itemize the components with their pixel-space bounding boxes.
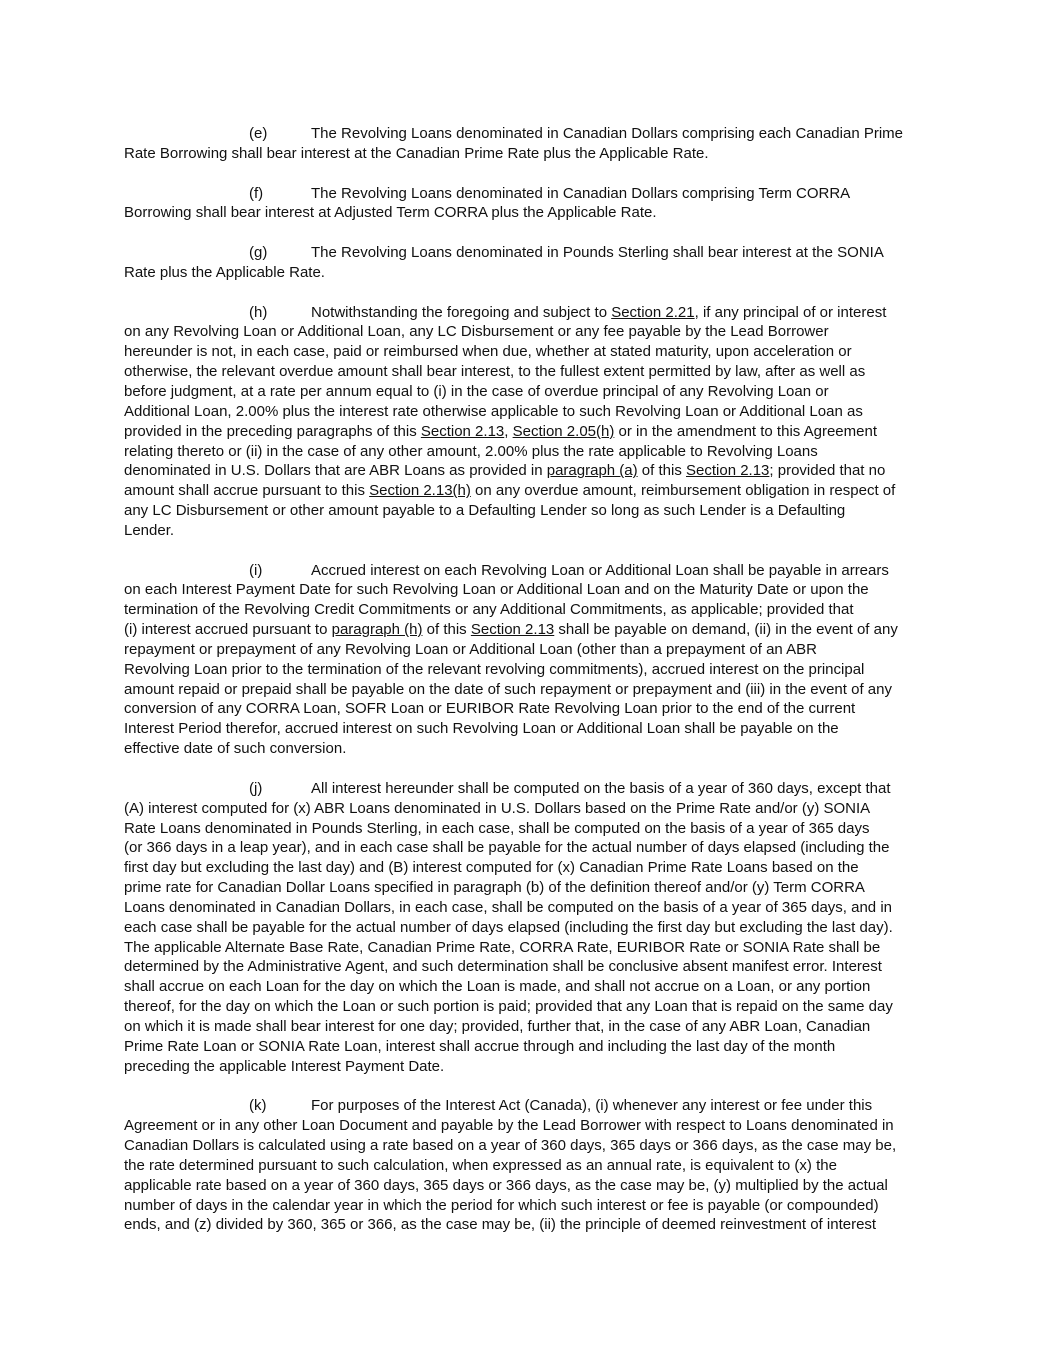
text-line [124, 243, 936, 263]
text-segment: of this [422, 621, 471, 639]
text-segment: , [504, 422, 513, 440]
paragraph-label: (f) [249, 184, 264, 202]
paragraph-label: (i) [249, 561, 263, 579]
text-segment: amount shall accrue pursuant to this [124, 482, 370, 500]
text-line [124, 739, 936, 759]
paragraph [124, 303, 936, 541]
text-segment: effective date of such conversion. [124, 740, 347, 758]
text-segment: Loans denominated in Canadian Dollars, in each case, shall be computed on the basis of a year of 365 days, and in [124, 898, 892, 916]
text-segment: the rate determined pursuant to such calculation, when expressed as an annual rate, is equivalent to (x) the [124, 1156, 837, 1174]
text-segment: Notwithstanding the foregoing and subject to [311, 303, 612, 321]
text-line [124, 1116, 936, 1136]
text-line [124, 779, 936, 799]
text-segment: For purposes of the Interest Act (Canada), (i) whenever any interest or fee under this [311, 1097, 873, 1115]
text-line [124, 1037, 936, 1057]
paragraph-label: (h) [249, 303, 268, 321]
text-line [124, 322, 936, 342]
text-line [124, 1057, 936, 1077]
text-segment: applicable rate based on a year of 360 days, 365 days or 366 days, as the case may be, (y) multiplied by the actual [124, 1176, 888, 1194]
text-line [124, 957, 936, 977]
text-line [124, 640, 936, 660]
text-line [124, 1096, 936, 1116]
section-reference-link[interactable]: paragraph (h) [331, 621, 423, 639]
text-line [124, 561, 936, 581]
paragraph [124, 243, 936, 283]
text-segment: amount repaid or prepaid shall be payable on the date of such repayment or prepayment and (iii) in the event of any [124, 680, 892, 698]
text-line [124, 819, 936, 839]
section-reference-link[interactable]: Section 2.13 [420, 422, 505, 440]
text-segment: The Revolving Loans denominated in Pounds Sterling shall bear interest at the SONIA [311, 244, 884, 262]
text-segment: Rate plus the Applicable Rate. [124, 263, 325, 281]
text-segment: Revolving Loan prior to the termination of the relevant revolving commitments), accrued interest on the principal [124, 660, 865, 678]
text-segment: any LC Disbursement or other amount payable to a Defaulting Lender so long as such Lender is a Defaulting [124, 502, 846, 520]
text-line [124, 799, 936, 819]
section-reference-link[interactable]: Section 2.13(h) [369, 482, 471, 500]
paragraph [124, 124, 936, 164]
text-line [124, 1176, 936, 1196]
text-segment: before judgment, at a rate per annum equal to (i) in the case of overdue principal of any Revolving Loan or [124, 382, 829, 400]
text-segment: on any Revolving Loan or Additional Loan, any LC Disbursement or any fee payable by the Lead Borrower [124, 323, 829, 341]
text-line [124, 938, 936, 958]
text-segment: denominated in U.S. Dollars that are ABR Loans as provided in [124, 462, 547, 480]
text-line [124, 858, 936, 878]
text-line [124, 303, 936, 323]
text-line [124, 1215, 936, 1235]
paragraph-label: (e) [249, 125, 268, 142]
text-line [124, 501, 936, 521]
text-segment: or in the amendment to this Agreement [614, 422, 877, 440]
text-segment: ; provided that no [769, 462, 886, 480]
text-line [124, 263, 936, 283]
text-segment: on any overdue amount, reimbursement obligation in respect of [470, 482, 896, 500]
text-segment: number of days in the calendar year in which the period for which such interest or fee is payable (or compounded) [124, 1196, 879, 1214]
text-line [124, 1136, 936, 1156]
text-line [124, 1196, 936, 1216]
text-line [124, 1156, 936, 1176]
text-segment: shall be payable on demand, (ii) in the event of any [554, 621, 898, 639]
text-line [124, 997, 936, 1017]
paragraph [124, 779, 936, 1077]
text-line [124, 203, 936, 223]
text-line [124, 382, 936, 402]
text-segment: Interest Period therefor, accrued interest on such Revolving Loan or Additional Loan shall be payable on the [124, 720, 839, 738]
text-line [124, 620, 936, 640]
text-line [124, 481, 936, 501]
text-segment: on which it is made shall bear interest for one day; provided, further that, in the case of any ABR Loan, Canadian [124, 1017, 871, 1035]
section-reference-link[interactable]: Section 2.21 [611, 303, 695, 321]
document-page [124, 124, 936, 1255]
text-segment: thereof, for the day on which the Loan or such portion is paid; provided that any Loan that is repaid on the same day [124, 998, 893, 1016]
text-segment: Canadian Dollars is calculated using a rate based on a year of 360 days, 365 days or 366 days, as the case may be, [124, 1137, 897, 1155]
section-reference-link[interactable]: Section 2.05(h) [512, 422, 615, 440]
text-segment: The applicable Alternate Base Rate, Canadian Prime Rate, CORRA Rate, EURIBOR Rate or SONIA Rate shall be [124, 938, 881, 956]
text-line [124, 680, 936, 700]
text-line [124, 461, 936, 481]
paragraph-label: (k) [249, 1097, 267, 1115]
text-segment: relating thereto or (ii) in the case of any other amount, 2.00% plus the rate applicable to Revolving Loans [124, 442, 818, 460]
text-segment: determined by the Administrative Agent, and such determination shall be conclusive absent manifest error. Interest [124, 958, 882, 976]
text-segment: ends, and (z) divided by 360, 365 or 366, as the case may be, (ii) the principle of deemed reinvestment of interest [124, 1216, 877, 1234]
paragraph [124, 1096, 936, 1235]
text-segment: repayment or prepayment of any Revolving Loan or Additional Loan (other than a prepayment of an ABR [124, 640, 817, 658]
text-segment: Accrued interest on each Revolving Loan or Additional Loan shall be payable in arrears [311, 561, 889, 579]
text-segment: Agreement or in any other Loan Document and payable by the Lead Borrower with respect to Loans denominated in [124, 1117, 894, 1135]
text-segment: termination of the Revolving Credit Commitments or any Additional Commitments, as applicable; provided that [124, 601, 854, 619]
text-segment: on each Interest Payment Date for such Revolving Loan or Additional Loan and on the Maturity Date or upon the [124, 581, 869, 599]
text-line [124, 719, 936, 739]
text-segment: All interest hereunder shall be computed on the basis of a year of 360 days, except that [311, 779, 891, 797]
section-reference-link[interactable]: Section 2.13 [470, 621, 555, 639]
text-segment: Rate Borrowing shall bear interest at the Canadian Prime Rate plus the Applicable Rate. [124, 144, 709, 162]
text-line [124, 1017, 936, 1037]
text-line [124, 977, 936, 997]
paragraph [124, 561, 936, 759]
paragraph-label: (j) [249, 779, 263, 797]
text-line [124, 342, 936, 362]
text-line [124, 878, 936, 898]
text-segment: The Revolving Loans denominated in Canadian Dollars comprising each Canadian Prime [311, 125, 904, 142]
text-segment: otherwise, the relevant overdue amount shall bear interest, to the fullest extent permitted by law, after as well as [124, 363, 866, 381]
text-segment: Prime Rate Loan or SONIA Rate Loan, interest shall accrue through and including the last day of the month [124, 1037, 836, 1055]
text-line [124, 362, 936, 382]
text-segment: (A) interest computed for (x) ABR Loans denominated in U.S. Dollars based on the Prime Rate and/or (y) SONIA [124, 799, 871, 817]
text-line [124, 521, 936, 541]
text-segment: (i) interest accrued pursuant to [124, 621, 332, 639]
text-segment: first day but excluding the last day) and (B) interest computed for (x) Canadian Prime Rate Loans based on the [124, 859, 859, 877]
section-reference-link[interactable]: paragraph (a) [546, 462, 638, 480]
text-line [124, 402, 936, 422]
text-segment: prime rate for Canadian Dollar Loans specified in paragraph (b) of the definition thereof and/or (y) Term CORRA [124, 879, 865, 897]
text-line [124, 600, 936, 620]
text-line [124, 580, 936, 600]
paragraph-label: (g) [249, 244, 268, 262]
text-segment: conversion of any CORRA Loan, SOFR Loan or EURIBOR Rate Revolving Loan prior to the end of the current [124, 700, 856, 718]
text-segment: Rate Loans denominated in Pounds Sterling, in each case, shall be computed on the basis of a year of 365 days [124, 819, 870, 837]
text-segment: , if any principal of or interest [694, 303, 887, 321]
text-line [124, 838, 936, 858]
text-line [124, 442, 936, 462]
text-line [124, 422, 936, 442]
text-segment: Lender. [124, 521, 175, 539]
section-reference-link[interactable]: Section 2.13 [686, 462, 770, 480]
text-segment: each case shall be payable for the actual number of days elapsed (including the first day but excluding the last day). [124, 918, 893, 936]
text-segment: (or 366 days in a leap year), and in each case shall be payable for the actual number of days elapsed (including the [124, 839, 890, 857]
text-segment: provided in the preceding paragraphs of this [124, 422, 421, 440]
text-segment: of this [637, 462, 686, 480]
text-segment: Borrowing shall bear interest at Adjusted Term CORRA plus the Applicable Rate. [124, 204, 657, 222]
text-line [124, 898, 936, 918]
text-line [124, 918, 936, 938]
text-line [124, 184, 936, 204]
text-line [124, 699, 936, 719]
text-segment: shall accrue on each Loan for the day on which the Loan is made, and shall not accrue on a Loan, or any portion [124, 978, 871, 996]
text-segment: The Revolving Loans denominated in Canadian Dollars comprising Term CORRA [311, 184, 851, 202]
text-line [124, 144, 936, 164]
text-segment: preceding the applicable Interest Payment Date. [124, 1057, 445, 1075]
text-line [124, 124, 936, 144]
text-segment: hereunder is not, in each case, paid or reimbursed when due, whether at stated maturity, upon acceleration or [124, 343, 852, 361]
text-segment: Additional Loan, 2.00% plus the interest rate otherwise applicable to such Revolving Loan or Additional Loan as [124, 402, 863, 420]
paragraph [124, 184, 936, 224]
text-line [124, 660, 936, 680]
